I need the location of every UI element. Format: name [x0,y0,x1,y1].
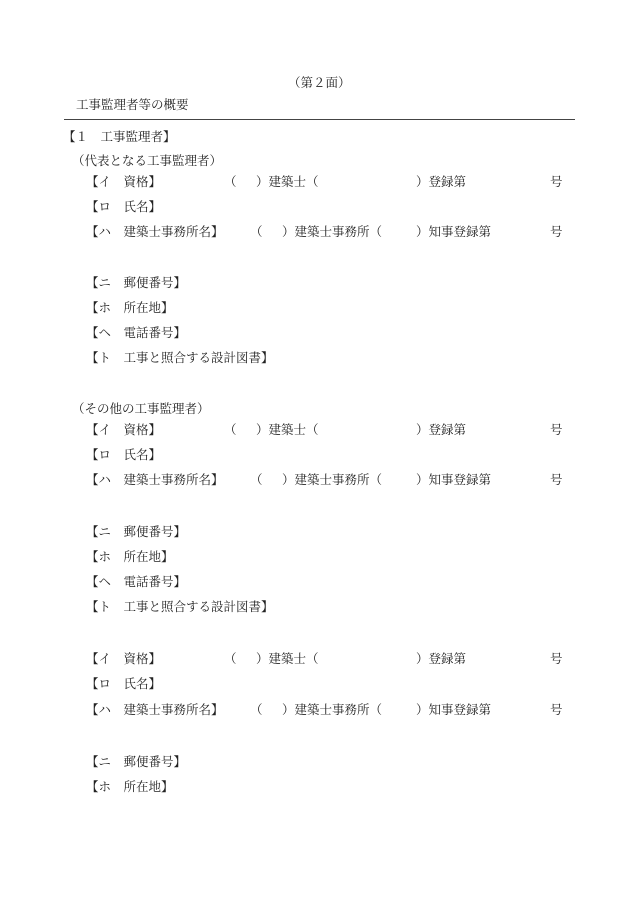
architect-office-text: ）建築士事務所（ [282,472,383,487]
qualification-label: 【イ 資格】 [86,174,162,189]
office-paren-open: （ [250,472,263,487]
design-documents-label: 【ト 工事と照合する設計図書】 [86,599,274,614]
qualification-paren-open: （ [224,174,237,189]
governor-registration-text: ）知事登録第 [416,702,492,717]
registration-number-suffix: 号 [550,422,563,437]
design-documents-label: 【ト 工事と照合する設計図書】 [86,350,274,365]
phone-number-label: 【ヘ 電話番号】 [86,574,187,589]
qualification-paren-open: （ [224,651,237,666]
address-label: 【ホ 所在地】 [86,549,174,564]
governor-registration-suffix: 号 [550,702,563,717]
office-paren-open: （ [250,702,263,717]
architect-class-text: ）建築士（ [256,422,319,437]
office-name-label: 【ハ 建築士事務所名】 [86,224,224,239]
qualification-label: 【イ 資格】 [86,422,162,437]
registration-number-suffix: 号 [550,651,563,666]
governor-registration-suffix: 号 [550,224,563,239]
section-1-title: 【１ 工事監理者】 [63,129,176,144]
governor-registration-text: ）知事登録第 [416,472,492,487]
registration-number-text: ）登録第 [416,174,467,189]
name-label: 【ロ 氏名】 [86,199,162,214]
governor-registration-text: ）知事登録第 [416,224,492,239]
other-supervisor-heading: （その他の工事監理者） [72,401,210,416]
architect-office-text: ）建築士事務所（ [282,224,383,239]
name-label: 【ロ 氏名】 [86,676,162,691]
postal-code-label: 【ニ 郵便番号】 [86,524,187,539]
address-label: 【ホ 所在地】 [86,300,174,315]
header-divider [64,119,575,120]
postal-code-label: 【ニ 郵便番号】 [86,754,187,769]
address-label: 【ホ 所在地】 [86,779,174,794]
office-name-label: 【ハ 建築士事務所名】 [86,472,224,487]
architect-class-text: ）建築士（ [256,651,319,666]
page-number-label: （第２面） [288,75,351,90]
office-name-label: 【ハ 建築士事務所名】 [86,702,224,717]
qualification-paren-open: （ [224,422,237,437]
architect-class-text: ）建築士（ [256,174,319,189]
architect-office-text: ）建築士事務所（ [282,702,383,717]
postal-code-label: 【ニ 郵便番号】 [86,275,187,290]
phone-number-label: 【ヘ 電話番号】 [86,325,187,340]
office-paren-open: （ [250,224,263,239]
registration-number-text: ）登録第 [416,422,467,437]
representative-supervisor-heading: （代表となる工事監理者） [72,153,223,168]
governor-registration-suffix: 号 [550,472,563,487]
registration-number-text: ）登録第 [416,651,467,666]
qualification-label: 【イ 資格】 [86,651,162,666]
section-title: 工事監理者等の概要 [76,97,189,112]
name-label: 【ロ 氏名】 [86,447,162,462]
registration-number-suffix: 号 [550,174,563,189]
